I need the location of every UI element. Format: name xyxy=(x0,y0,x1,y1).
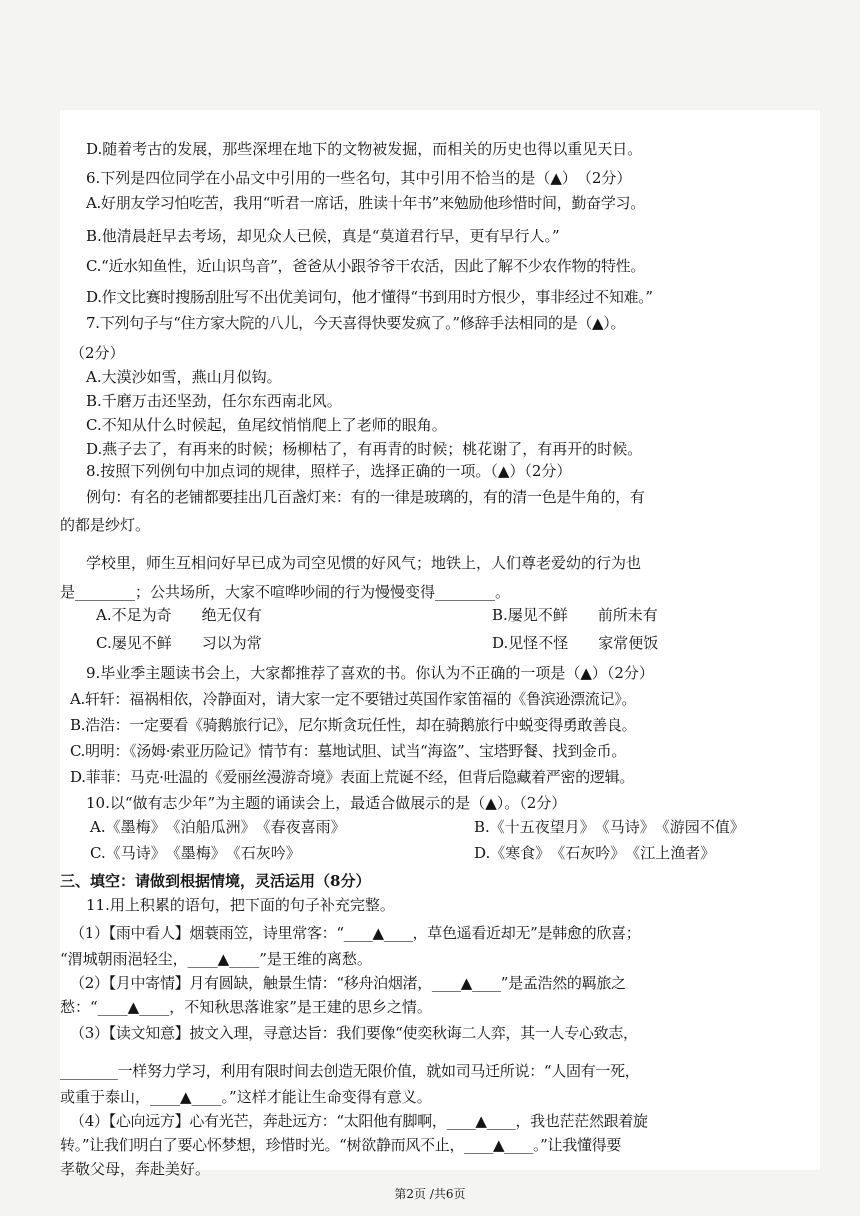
exam-page xyxy=(60,110,820,1170)
q10-choice-c: C.《马诗》 《墨梅》 《石灰吟》 xyxy=(90,844,301,862)
q6-option-a: A.好朋友学习怕吃苦，我用“听君一席话，胜读十年书”来勉励他珍惜时间，勤奋学习。 xyxy=(86,194,645,212)
q8-choice-b: B.屡见不鲜 前所未有 xyxy=(492,606,658,624)
page-footer-visible: 第2页 /共6页 xyxy=(394,1187,466,1201)
q11-part2-line1: （2）【月中寄情】月有圆缺，触景生情：“移舟泊烟渚，____▲____”是孟浩然的羁旅之 xyxy=(70,974,626,992)
q6-option-c: C.“近水知鱼性，近山识鸟音”，爸爸从小跟爷爷干农活，因此了解不少农作物的特性。 xyxy=(86,257,646,275)
q6-option-d: D.作文比赛时搜肠刮肚写不出优美词句，他才懂得“书到用时方恨少，事非经过不知难。” xyxy=(86,288,653,306)
q8-passage-cont: 是________；公共场所，大家不喧哗吵闹的行为慢慢变得________。 xyxy=(60,583,511,601)
q11-part4-line2: 转。”让我们明白了要心怀梦想，珍惜时光。“树欲静而风不止，____▲____。”让我懂得要 xyxy=(60,1136,622,1154)
q11-part2-line2: 愁：“____▲____，不知秋思落谁家”是王建的思乡之情。 xyxy=(60,998,432,1016)
q9-stem: 9.毕业季主题读书会上，大家都推荐了喜欢的书。你认为不正确的一项是（▲）（2分） xyxy=(86,664,654,682)
q7-option-a: A.大漠沙如雪，燕山月似钩。 xyxy=(86,368,282,386)
q9-option-d: D.菲菲：马克·吐温的《爱丽丝漫游奇境》表面上荒诞不经，但背后隐藏着严密的逻辑。 xyxy=(70,768,635,786)
q11-part4-line3: 孝敬父母，奔赴美好。 xyxy=(60,1160,211,1178)
q10-choice-a: A.《墨梅》 《泊船瓜洲》 《春夜喜雨》 xyxy=(90,818,346,836)
q11-stem: 11.用上积累的语句，把下面的句子补充完整。 xyxy=(86,896,395,914)
q11-part3-line1: （3）【读文知意】披文入理，寻意达旨：我们要像“使奕秋诲二人弈，其一人专心致志， xyxy=(70,1024,638,1042)
q9-option-a: A.轩轩：福祸相依，冷静面对，请大家一定不要错过英国作家笛福的《鲁滨逊漂流记》。 xyxy=(70,690,637,708)
q8-choice-a: A.不足为奇 绝无仅有 xyxy=(96,606,262,624)
q11-part1-line2: “渭城朝雨浥轻尘，____▲____”是王维的离愁。 xyxy=(60,950,372,968)
q6-option-b: B.他清晨赶早去考场，却见众人已候，真是“莫道君行早，更有早行人。” xyxy=(86,227,560,245)
q8-stem: 8.按照下列例句中加点词的规律，照样子，选择正确的一项。（▲）（2分） xyxy=(86,462,572,480)
q5-option-d: D.随着考古的发展，那些深埋在地下的文物被发掘，而相关的历史也得以重见天日。 xyxy=(86,140,643,158)
q11-part3-line2: ________一样努力学习，利用有限时间去创造无限价值，就如司马迁所说：“人固有一死， xyxy=(60,1062,640,1080)
q8-example: 例句：有名的老铺都要挂出几百盏灯来：有的一律是玻璃的，有的清一色是牛角的，有 xyxy=(86,488,645,506)
q7-option-c: C.不知从什么时候起，鱼尾纹悄悄爬上了老师的眼角。 xyxy=(86,416,447,434)
q7-option-b: B.千磨万击还坚劲，任尔东西南北风。 xyxy=(86,392,342,410)
q10-choice-d: D.《寒食》 《石灰吟》 《江上渔者》 xyxy=(474,844,716,862)
q8-choice-c: C.屡见不鲜 习以为常 xyxy=(96,634,262,652)
section-3-heading: 三、填空：请做到根据情境，灵活运用（8分） xyxy=(60,872,371,890)
q11-part3-line3: 或重于泰山，____▲____。”这样才能让生命变得有意义。 xyxy=(60,1088,432,1106)
q8-passage: 学校里，师生互相问好早已成为司空见惯的好风气；地铁上，人们尊老爱幼的行为也 xyxy=(86,554,642,572)
q6-stem: 6.下列是四位同学在小品文中引用的一些名句，其中引用不恰当的是（▲） （2分） xyxy=(86,169,632,187)
q7-stem: 7.下列句子与“住方家大院的八儿，今天喜得快要发疯了。”修辞手法相同的是（▲）。 xyxy=(86,314,626,332)
q11-part1-line1: （1）【雨中看人】烟蓑雨笠，诗里常客：“____▲____，草色遥看近却无”是韩愈的欣喜； xyxy=(70,924,641,942)
q10-stem: 10.以“做有志少年”为主题的诵读会上，最适合做展示的是（▲）。（2分） xyxy=(86,794,567,812)
q7-option-d: D.燕子去了，有再来的时候；杨柳枯了，有再青的时候；桃花谢了，有再开的时候。 xyxy=(86,440,643,458)
q9-option-c: C.明明：《汤姆·索亚历险记》情节有：墓地试胆、试当“海盗”、宝塔野餐、找到金币。 xyxy=(70,742,627,760)
q9-option-b: B.浩浩：一定要看《骑鹅旅行记》，尼尔斯贪玩任性，却在骑鹅旅行中蜕变得勇敢善良。 xyxy=(70,716,637,734)
q7-points: （2分） xyxy=(70,344,125,362)
q8-example-cont: 的都是纱灯。 xyxy=(60,516,151,534)
q10-choice-b: B.《十五夜望月》 《马诗》 《游园不值》 xyxy=(474,818,745,836)
q11-part4-line1: （4）【心向远方】心有光芒，奔赴远方：“太阳他有脚啊，____▲____，我也茫茫然跟着旋 xyxy=(70,1112,648,1130)
q8-choice-d: D.见怪不怪 家常便饭 xyxy=(492,634,659,652)
